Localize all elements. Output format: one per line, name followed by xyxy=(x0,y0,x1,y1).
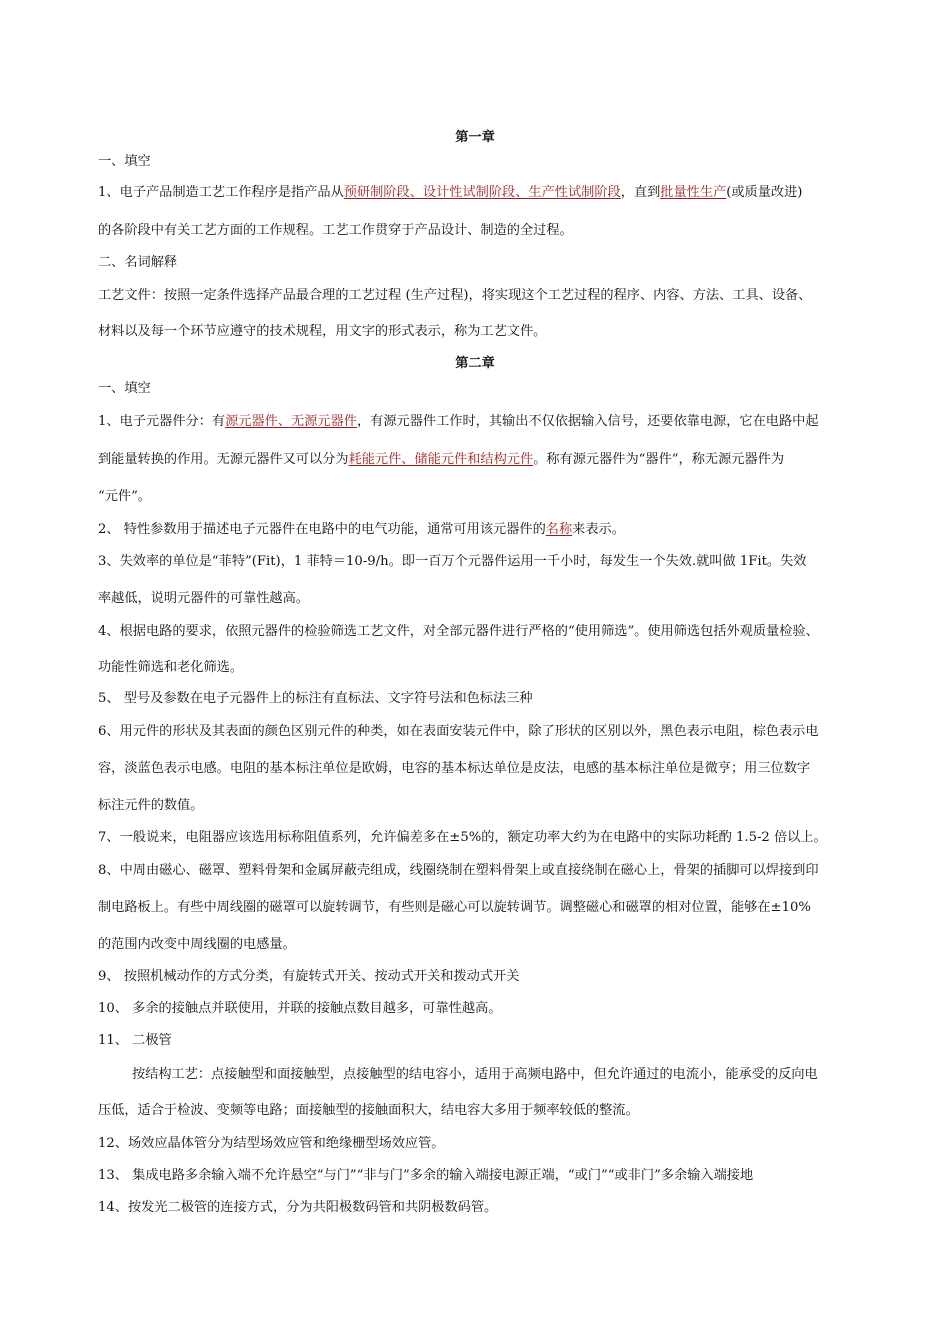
answer-underline: 设计性试制阶段 xyxy=(422,185,516,200)
answer-underline: 耗能元件、储能元件和结构元件 xyxy=(348,452,534,467)
paragraph-line: 10、 多余的接触点并联使用，并联的接触点数目越多，可靠性越高。 xyxy=(98,1001,502,1016)
paragraph-line: 1、电子元器件分：有源元器件、无源元器件，有源元器件工作时，其输出不仅依据输入信号，还要依靠电源，它在电路中起 xyxy=(98,414,819,429)
paragraph-line: 12、场效应晶体管分为结型场效应管和绝缘栅型场效应管。 xyxy=(98,1136,445,1151)
paragraph-line: 5、 型号及参数在电子元器件上的标注有直标法、文字符号法和色标法三种 xyxy=(98,691,533,706)
section-heading: 一、填空 xyxy=(98,381,151,396)
paragraph-line: 8、中周由磁心、磁罩、塑料骨架和金属屏蔽壳组成，线圈绕制在塑料骨架上或直接绕制在磁心上，骨架的插脚可以焊接到印 xyxy=(98,863,819,878)
paragraph-line: 功能性筛选和老化筛选。 xyxy=(98,660,244,675)
paragraph-line: 材料以及每一个环节应遵守的技术规程，用文字的形式表示，称为工艺文件。 xyxy=(98,324,547,339)
section-heading: 一、填空 xyxy=(98,154,151,169)
paragraph-line: 4、根据电路的要求，依照元器件的检验筛选工艺文件，对全部元器件进行严格的“使用筛选”。使用筛选包括外观质量检验、 xyxy=(98,624,819,639)
paragraph-line: 6、用元件的形状及其表面的颜色区别元件的种类，如在表面安装元件中，除了形状的区别以外，黑色表示电阻，棕色表示电 xyxy=(98,724,819,739)
paragraph-line: 1、电子产品制造工艺工作程序是指产品从预研制阶段、设计性试制阶段、生产性试制阶段，直到批量性生产(或质量改进) xyxy=(98,185,803,200)
section-heading: 二、名词解释 xyxy=(98,255,178,270)
paragraph-line: 14、按发光二极管的连接方式，分为共阳极数码管和共阴极数码管。 xyxy=(98,1200,498,1215)
paragraph-line: 11、 二极管 xyxy=(98,1033,172,1048)
paragraph-line: “元件”。 xyxy=(98,489,152,504)
paragraph-line: 到能量转换的作用。无源元器件又可以分为耗能元件、储能元件和结构元件。称有源元器件为“器件”，称无源元器件为 xyxy=(98,452,785,467)
answer-underline: 批量性生产 xyxy=(660,185,727,200)
paragraph-line: 容，淡蓝色表示电感。电阻的基本标注单位是欧姆，电容的基本标达单位是皮法，电感的基本标注单位是微亨；用三位数字 xyxy=(98,761,811,776)
paragraph-line: 9、 按照机械动作的方式分类，有旋转式开关、按动式开关和拨动式开关 xyxy=(98,969,520,984)
chapter-2-title: 第二章 xyxy=(455,356,495,371)
paragraph-line: 按结构工艺：点接触型和面接触型，点接触型的结电容小，适用于高频电路中，但允许通过的电流小，能承受的反向电 xyxy=(132,1067,818,1082)
paragraph-line: 13、 集成电路多余输入端不允许悬空“与门”“非与门”多余的输入端接电源正端，“或门”“或非门”多余输入端接地 xyxy=(98,1168,754,1183)
answer-underline: 预研制阶段 xyxy=(343,185,410,200)
paragraph-line: 的各阶段中有关工艺方面的工作规程。工艺工作贯穿于产品设计、制造的全过程。 xyxy=(98,223,573,238)
answer-underline: 生产性试制阶段 xyxy=(528,185,621,200)
paragraph-line: 制电路板上。有些中周线圈的磁罩可以旋转调节，有些则是磁心可以旋转调节。调整磁心和磁罩的相对位置，能够在±10% xyxy=(98,900,811,915)
chapter-1-title: 第一章 xyxy=(455,130,495,145)
paragraph-line: 7、一般说来，电阻器应该选用标称阻值系列，允许偏差多在±5%的，额定功率大约为在电路中的实际功耗酌 1.5-2 倍以上。 xyxy=(98,830,827,845)
paragraph-line: 标注元件的数值。 xyxy=(98,798,204,813)
answer-underline: 、 xyxy=(515,185,529,200)
paragraph-line: 率越低，说明元器件的可靠性越高。 xyxy=(98,591,309,606)
paragraph-line: 工艺文件：按照一定条件选择产品最合理的工艺过程 (生产过程)，将实现这个工艺过程的程序、内容、方法、工具、设备、 xyxy=(98,288,812,303)
answer-underline: 源元器件、无源元器件 xyxy=(225,414,357,429)
answer-underline: 、 xyxy=(409,185,423,200)
paragraph-line: 3、失效率的单位是“菲特”(Fit)，1 菲特＝10-9/h。即一百万个元器件运用一千小时，每发生一个失效.就叫做 1Fit。失效 xyxy=(98,554,807,569)
answer-underline: 名称 xyxy=(545,522,573,537)
paragraph-line: 的范围内改变中周线圈的电感量。 xyxy=(98,937,296,952)
paragraph-line: 压低，适合于检波、变频等电路；面接触型的接触面积大，结电容大多用于频率较低的整流。 xyxy=(98,1103,639,1118)
paragraph-line: 2、 特性参数用于描述电子元器件在电路中的电气功能，通常可用该元器件的名称来表示。 xyxy=(98,522,625,537)
